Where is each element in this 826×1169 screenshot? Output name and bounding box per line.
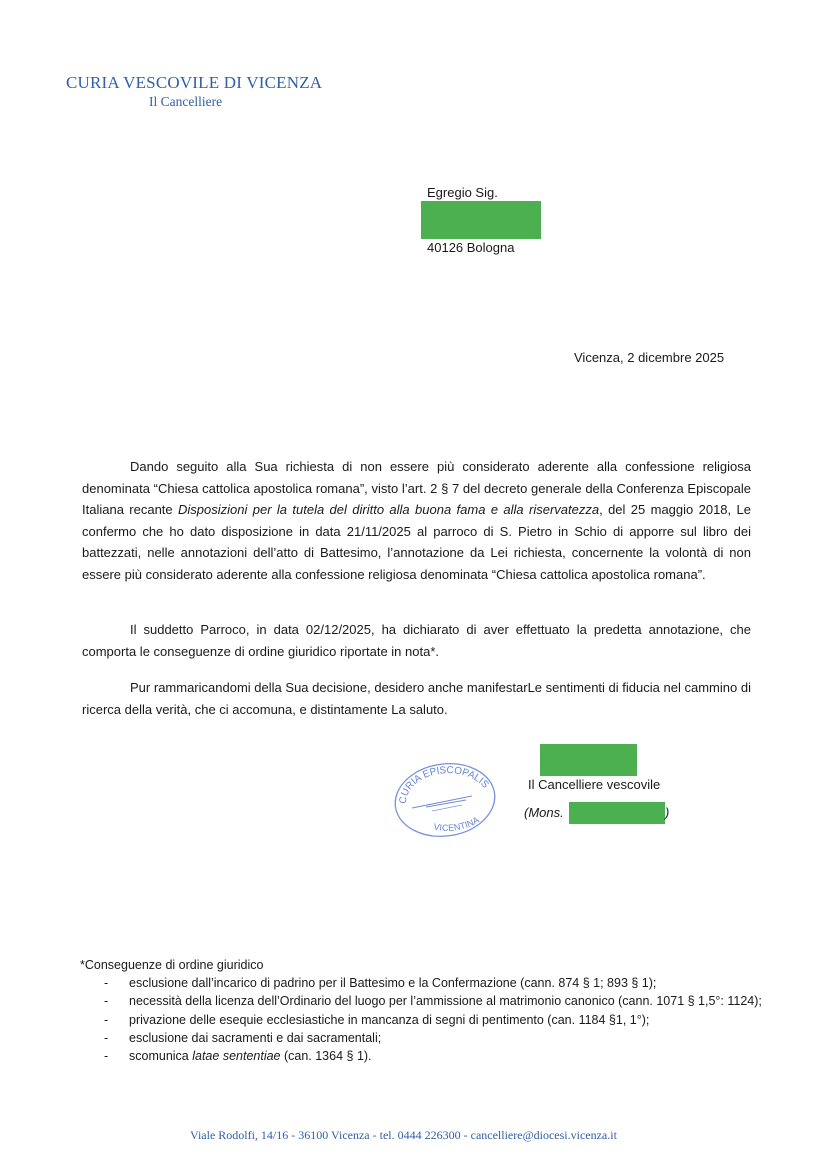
letter-paragraph-3 (82, 677, 751, 720)
dash-bullet: - (104, 1012, 109, 1027)
footnote (80, 956, 780, 1065)
date-line: Vicenza, 2 dicembre 2025 (574, 350, 725, 365)
dash-bullet: - (104, 1030, 109, 1045)
footnote-item-latin: latae sententiae (192, 1049, 281, 1064)
footnote-item-text: esclusione dall’incarico di padrino per il Battesimo e la Confermazione (cann. 874 § 1; 893 § 1); (129, 976, 657, 991)
footnote-item-text: necessità della licenza dell’Ordinario del luogo per l’ammissione al matrimonio canonico (cann. 1071 § 1,5°: 1124); (129, 994, 762, 1009)
stamp-line (412, 796, 472, 808)
footnote-item-text: (can. 1364 § 1). (280, 1049, 372, 1064)
footnote-item (80, 974, 780, 992)
dash-bullet: - (104, 1049, 109, 1064)
footnote-item-text: esclusione dai sacramenti e dai sacramentali; (129, 1030, 382, 1045)
signature-role: Il Cancelliere vescovile (528, 777, 661, 792)
footnote-item-text: privazione delle esequie ecclesiastiche in mancanza di segni di pentimento (can. 1184 §1, 1°); (129, 1012, 650, 1027)
footnote-title: *Conseguenze di ordine giuridico (80, 958, 264, 972)
footnote-item (80, 1011, 780, 1029)
footnote-item (80, 1047, 780, 1065)
letter-paragraph-1 (82, 456, 751, 585)
letterhead-title: CURIA VESCOVILE DI VICENZA (66, 73, 323, 92)
footnote-item-text: scomunica (129, 1049, 193, 1064)
stamp-line (432, 805, 462, 811)
p2-text: Il suddetto Parroco, in data 02/12/2025, ha dichiarato di aver effettuato la predetta annotazione, che comporta le conseguenze di ordine giuridico riportate in nota*. (82, 622, 751, 659)
p1-document-title: Disposizioni per la tutela del diritto alla buona fama e alla riservatezza (178, 502, 600, 517)
footnote-list (80, 974, 780, 1065)
p3-text: Pur rammaricandomi della Sua decisione, desidero anche manifestarLe sentimenti di fiducia nel cammino di ricerca della verità, che ci accomuna, e distintamente La saluto. (82, 680, 751, 717)
redacted-signature (540, 744, 637, 776)
footer-address: Viale Rodolfi, 14/16 - 36100 Vicenza - tel. 0444 226300 - cancelliere@diocesi.vicenza.it (190, 1128, 617, 1142)
dash-bullet: - (104, 976, 109, 991)
curia-stamp (392, 760, 500, 840)
letter-paragraph-2 (82, 619, 751, 662)
redacted-signatory-name (569, 802, 665, 824)
stamp-top-text: CURIA EPISCOPALIS (397, 765, 491, 805)
redacted-recipient-name (421, 201, 541, 239)
stamp-bottom-text: VICENTINA (432, 814, 481, 833)
signature-name-suffix: ) (665, 805, 670, 820)
recipient-salutation: Egregio Sig. (427, 185, 498, 200)
p1-text-a: Dando seguito alla Sua richiesta di non essere più considerato aderente alla confessione religiosa denominata “Chiesa cattolica apostolica romana”, visto l’art. 2 § 7 del decreto generale della Conferenza Episcopale Italiana recante (82, 459, 751, 517)
footnote-item (80, 1029, 780, 1047)
footnote-item (80, 992, 780, 1010)
signature-name-prefix: (Mons. (524, 805, 564, 820)
letterhead-subtitle: Il Cancelliere (149, 94, 223, 109)
recipient-city: 40126 Bologna (427, 240, 515, 255)
p1-text-b: , del 25 maggio 2018, Le confermo che ho dato disposizione in data 21/11/2025 al parroco di S. Pietro in Schio di apporre sul libro dei battezzati, nelle annotazioni dell’atto di Battesimo, l’annotazione da Lei richiesta, concernente la volontà di non essere più considerato aderente alla confessione religiosa denominata “Chiesa cattolica apostolica romana”. (82, 502, 751, 582)
dash-bullet: - (104, 994, 109, 1009)
